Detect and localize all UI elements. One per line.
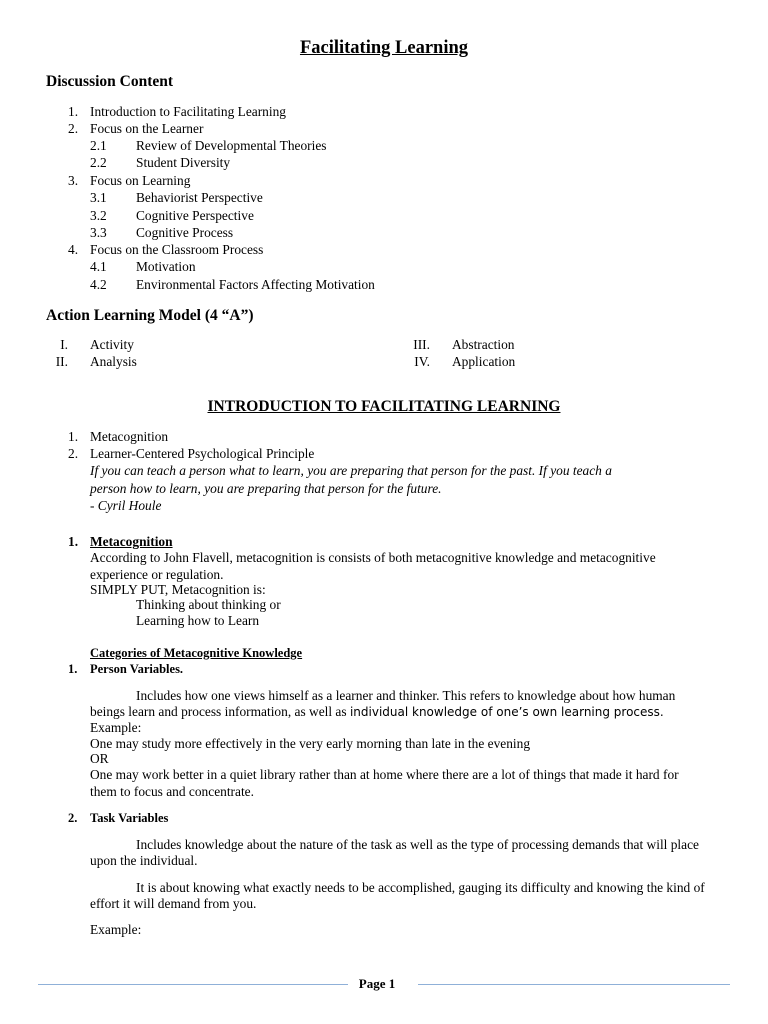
list-item: 3.3 [90,225,107,240]
list-item-label: Student Diversity [136,155,231,170]
list-item-label: Focus on the Learner [90,121,204,136]
paragraph-line: According to John Flavell, metacognition is consists of both metacognitive knowledge and metacognitive [90,550,656,565]
paragraph-line: It is about knowing what exactly needs to be accomplished, gauging its difficulty and knowing the kind of [136,880,705,895]
list-item-label: Abstraction [452,337,515,352]
list-item-label: Learner-Centered Psychological Principle [90,446,315,461]
footer-rule-left [38,984,348,985]
paragraph-span: individual knowledge of one’s own learning process. [349,705,664,719]
list-item-label: Metacognition [90,429,169,444]
quote-author: - Cyril Houle [90,498,162,513]
page-number: Page 1 [358,976,396,991]
subsection-heading-categories: Categories of Metacognitive Knowledge [90,646,303,660]
paragraph-line: Thinking about thinking or [136,597,281,612]
paragraph-line: SIMPLY PUT, Metacognition is: [90,582,266,597]
list-item-label: Cognitive Perspective [136,208,254,223]
quote-line: person how to learn, you are preparing that person for the future. [90,481,442,496]
list-item-label: Introduction to Facilitating Learning [90,104,286,119]
list-item: 3.2 [90,208,107,223]
list-item-label: Environmental Factors Affecting Motivation [136,277,375,292]
paragraph-line: experience or regulation. [90,567,224,582]
section-heading-intro: INTRODUCTION TO FACILITATING LEARNING [207,398,561,415]
list-item-label: Analysis [90,354,137,369]
page-title: Facilitating Learning [299,38,469,58]
list-item: 2. [68,446,79,461]
paragraph-line: them to focus and concentrate. [90,784,254,799]
list-item: III. [413,337,430,352]
section-number: 1. [68,534,79,549]
action-heading: Action Learning Model (4 “A”) [46,307,254,324]
list-item: 2.1 [90,138,107,153]
list-item: I. [60,337,68,352]
section-number: 2. [68,811,78,825]
paragraph-line: upon the individual. [90,853,198,868]
footer-rule-right [418,984,730,985]
list-item: 4.2 [90,277,107,292]
paragraph-line: OR [90,751,109,766]
paragraph-line: One may work better in a quiet library rather than at home where there are a lot of things that made it hard for [90,767,679,782]
list-item: 4.1 [90,259,107,274]
list-item: 2. [68,121,79,136]
paragraph-line: Learning how to Learn [136,613,260,628]
list-item: 4. [68,242,79,257]
paragraph-line: Example: [90,922,142,937]
paragraph-line: effort it will demand from you. [90,896,257,911]
discussion-heading: Discussion Content [46,73,174,90]
subsection-heading-person: Person Variables. [90,662,184,676]
list-item-label: Cognitive Process [136,225,234,240]
paragraph-line: One may study more effectively in the very early morning than late in the evening [90,736,531,751]
list-item-label: Review of Developmental Theories [136,138,327,153]
list-item: 1. [68,429,79,444]
list-item: 3.1 [90,190,107,205]
subsection-heading-task: Task Variables [90,811,169,825]
quote-line: If you can teach a person what to learn, you are preparing that person for the past. If you teach a [90,463,612,478]
list-item-label: Focus on the Classroom Process [90,242,264,257]
list-item-label: Application [452,354,516,369]
list-item: 2.2 [90,155,107,170]
paragraph-line: Includes how one views himself as a learner and thinker. This refers to knowledge about how human [136,688,676,703]
section-number: 1. [68,662,78,676]
section-heading-metacognition: Metacognition [90,534,173,549]
list-item-label: Motivation [136,259,196,274]
paragraph-line: Includes knowledge about the nature of the task as well as the type of processing demands that will place [136,837,699,852]
paragraph-line: beings learn and process information, as well as individual knowledge of one’s own learning process. [90,704,664,719]
list-item: 3. [68,173,79,188]
list-item-label: Activity [90,337,134,352]
list-item: IV. [414,354,430,369]
list-item: II. [55,354,68,369]
list-item-label: Focus on Learning [90,173,191,188]
list-item-label: Behaviorist Perspective [136,190,263,205]
list-item: 1. [68,104,79,119]
paragraph-line: Example: [90,720,142,735]
